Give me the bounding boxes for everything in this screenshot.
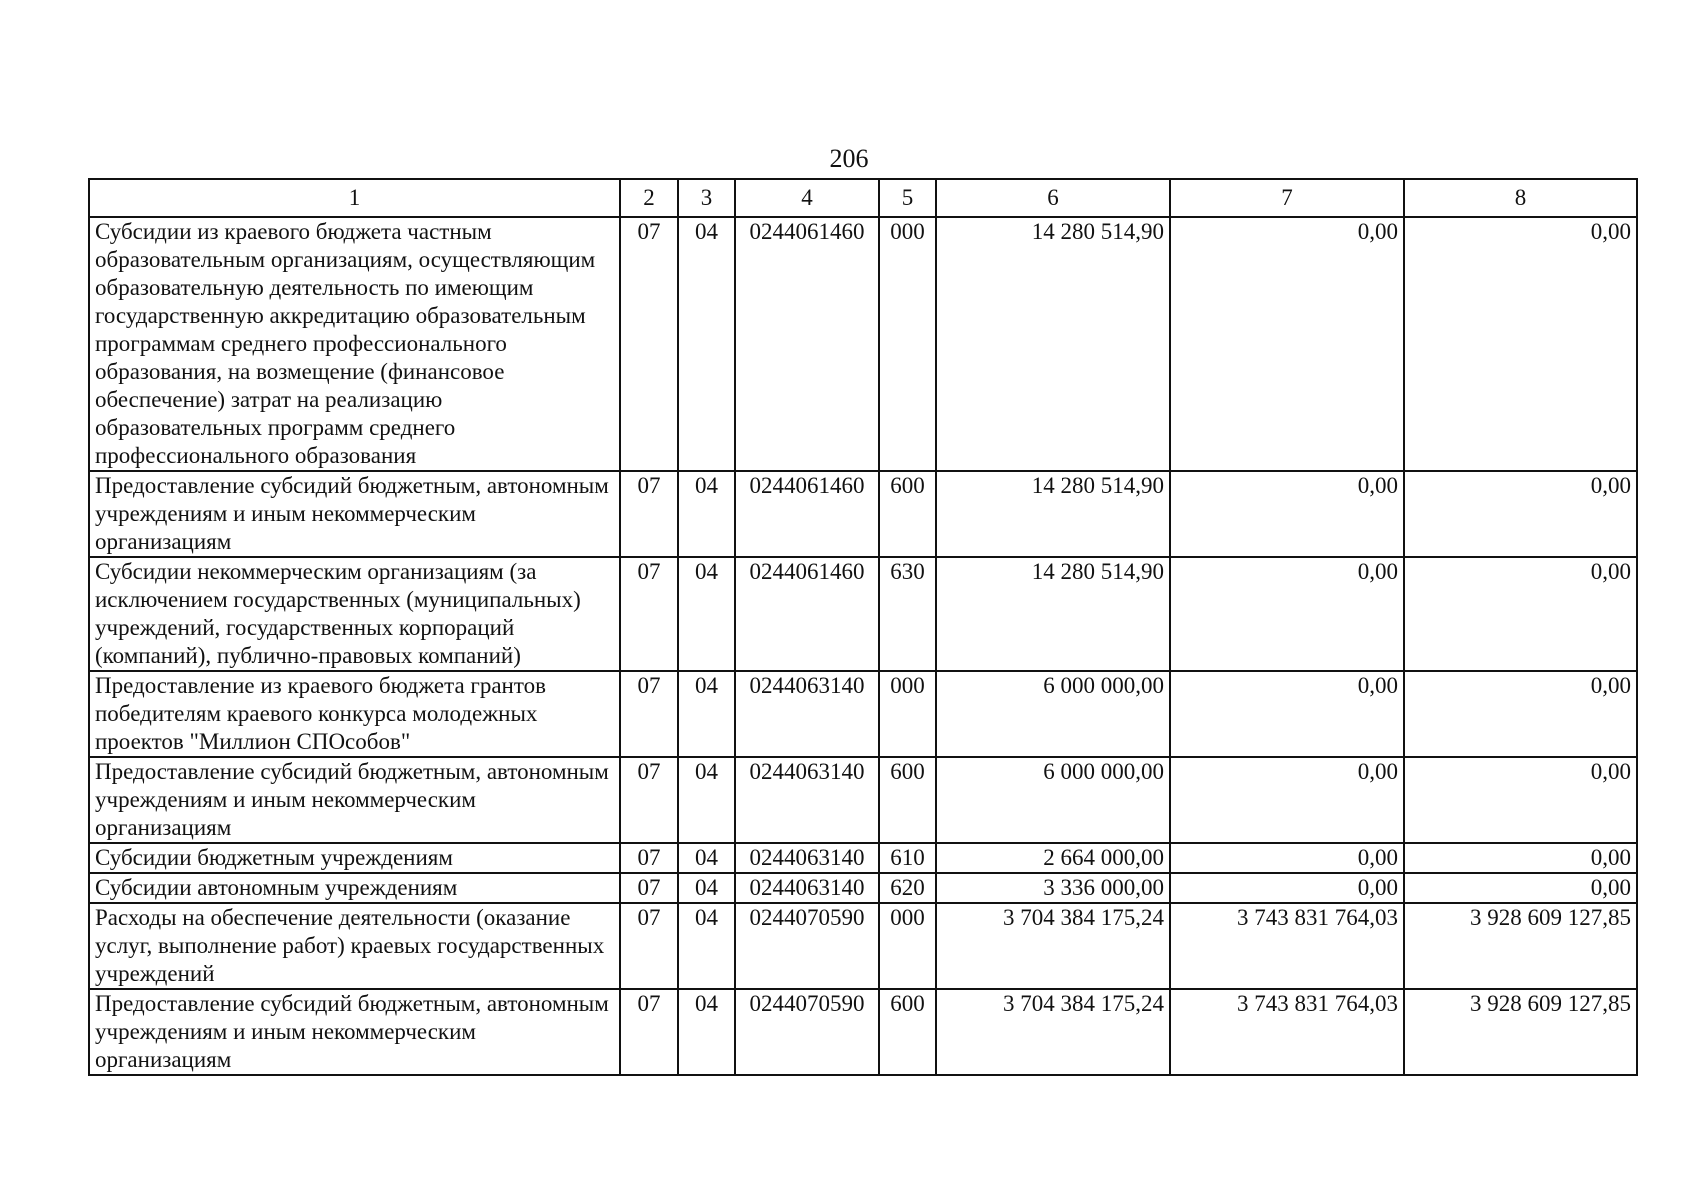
expense-type-code: 000 — [879, 217, 936, 471]
section-code: 07 — [620, 873, 678, 903]
section-code: 07 — [620, 471, 678, 557]
amount-col6: 14 280 514,90 — [936, 557, 1170, 671]
section-code: 07 — [620, 757, 678, 843]
amount-col6: 3 704 384 175,24 — [936, 989, 1170, 1075]
amount-col8: 0,00 — [1404, 757, 1637, 843]
expense-name: Предоставление из краевого бюджета грантов победителям краевого конкурса молодежных проектов "Миллион СПОсобов" — [89, 671, 620, 757]
expense-name: Расходы на обеспечение деятельности (оказание услуг, выполнение работ) краевых государственных учреждений — [89, 903, 620, 989]
target-article-code: 0244063140 — [735, 873, 879, 903]
table-row — [89, 903, 1637, 989]
amount-col7: 0,00 — [1170, 757, 1404, 843]
target-article-code: 0244061460 — [735, 471, 879, 557]
table-row — [89, 557, 1637, 671]
expense-name: Субсидии бюджетным учреждениям — [89, 843, 620, 873]
subsection-code: 04 — [678, 471, 735, 557]
subsection-code: 04 — [678, 873, 735, 903]
amount-col7: 0,00 — [1170, 671, 1404, 757]
amount-col8: 0,00 — [1404, 557, 1637, 671]
subsection-code: 04 — [678, 557, 735, 671]
table-row — [89, 217, 1637, 471]
target-article-code: 0244070590 — [735, 989, 879, 1075]
subsection-code: 04 — [678, 843, 735, 873]
subsection-code: 04 — [678, 671, 735, 757]
column-number-4: 4 — [735, 179, 879, 217]
section-code: 07 — [620, 217, 678, 471]
column-number-6: 6 — [936, 179, 1170, 217]
column-number-5: 5 — [879, 179, 936, 217]
column-number-header-row — [89, 179, 1637, 217]
subsection-code: 04 — [678, 989, 735, 1075]
table-row — [89, 757, 1637, 843]
expense-type-code: 610 — [879, 843, 936, 873]
amount-col6: 6 000 000,00 — [936, 671, 1170, 757]
amount-col6: 14 280 514,90 — [936, 471, 1170, 557]
amount-col6: 14 280 514,90 — [936, 217, 1170, 471]
expense-type-code: 630 — [879, 557, 936, 671]
amount-col8: 0,00 — [1404, 843, 1637, 873]
expense-type-code: 600 — [879, 471, 936, 557]
column-number-1: 1 — [89, 179, 620, 217]
table-row — [89, 989, 1637, 1075]
subsection-code: 04 — [678, 757, 735, 843]
expense-name: Предоставление субсидий бюджетным, автономным учреждениям и иным некоммерческим организациям — [89, 989, 620, 1075]
section-code: 07 — [620, 671, 678, 757]
amount-col8: 0,00 — [1404, 671, 1637, 757]
amount-col6: 3 704 384 175,24 — [936, 903, 1170, 989]
amount-col8: 0,00 — [1404, 873, 1637, 903]
expense-type-code: 600 — [879, 989, 936, 1075]
amount-col6: 6 000 000,00 — [936, 757, 1170, 843]
amount-col8: 0,00 — [1404, 471, 1637, 557]
target-article-code: 0244063140 — [735, 757, 879, 843]
amount-col8: 3 928 609 127,85 — [1404, 989, 1637, 1075]
expense-type-code: 620 — [879, 873, 936, 903]
table-row — [89, 843, 1637, 873]
subsection-code: 04 — [678, 217, 735, 471]
amount-col7: 0,00 — [1170, 471, 1404, 557]
amount-col7: 0,00 — [1170, 873, 1404, 903]
expense-name: Предоставление субсидий бюджетным, автономным учреждениям и иным некоммерческим организациям — [89, 757, 620, 843]
column-number-8: 8 — [1404, 179, 1637, 217]
subsection-code: 04 — [678, 903, 735, 989]
amount-col6: 3 336 000,00 — [936, 873, 1170, 903]
page-number: 206 — [829, 144, 869, 173]
amount-col8: 3 928 609 127,85 — [1404, 903, 1637, 989]
target-article-code: 0244061460 — [735, 557, 879, 671]
expense-name: Субсидии некоммерческим организациям (за исключением государственных (муниципальных) учреждений, государственных корпораций (компаний), публично-правовых компаний) — [89, 557, 620, 671]
column-number-2: 2 — [620, 179, 678, 217]
section-code: 07 — [620, 843, 678, 873]
section-code: 07 — [620, 903, 678, 989]
section-code: 07 — [620, 557, 678, 671]
amount-col6: 2 664 000,00 — [936, 843, 1170, 873]
table-row — [89, 671, 1637, 757]
table-row — [89, 471, 1637, 557]
expense-name: Субсидии автономным учреждениям — [89, 873, 620, 903]
amount-col7: 0,00 — [1170, 557, 1404, 671]
expense-type-code: 600 — [879, 757, 936, 843]
target-article-code: 0244063140 — [735, 843, 879, 873]
expense-name: Предоставление субсидий бюджетным, автономным учреждениям и иным некоммерческим организациям — [89, 471, 620, 557]
amount-col7: 3 743 831 764,03 — [1170, 989, 1404, 1075]
budget-table — [88, 178, 1638, 1076]
column-number-3: 3 — [678, 179, 735, 217]
section-code: 07 — [620, 989, 678, 1075]
amount-col8: 0,00 — [1404, 217, 1637, 471]
amount-col7: 3 743 831 764,03 — [1170, 903, 1404, 989]
table-row — [89, 873, 1637, 903]
target-article-code: 0244063140 — [735, 671, 879, 757]
amount-col7: 0,00 — [1170, 843, 1404, 873]
amount-col7: 0,00 — [1170, 217, 1404, 471]
target-article-code: 0244061460 — [735, 217, 879, 471]
expense-type-code: 000 — [879, 903, 936, 989]
column-number-7: 7 — [1170, 179, 1404, 217]
expense-name: Субсидии из краевого бюджета частным образовательным организациям, осуществляющим образовательную деятельность по имеющим государственную аккредитацию образовательным программам среднего профессионального образования, на возмещение (финансовое обеспечение) затрат на реализацию образовательных программ среднего профессионального образования — [89, 217, 620, 471]
expense-type-code: 000 — [879, 671, 936, 757]
target-article-code: 0244070590 — [735, 903, 879, 989]
